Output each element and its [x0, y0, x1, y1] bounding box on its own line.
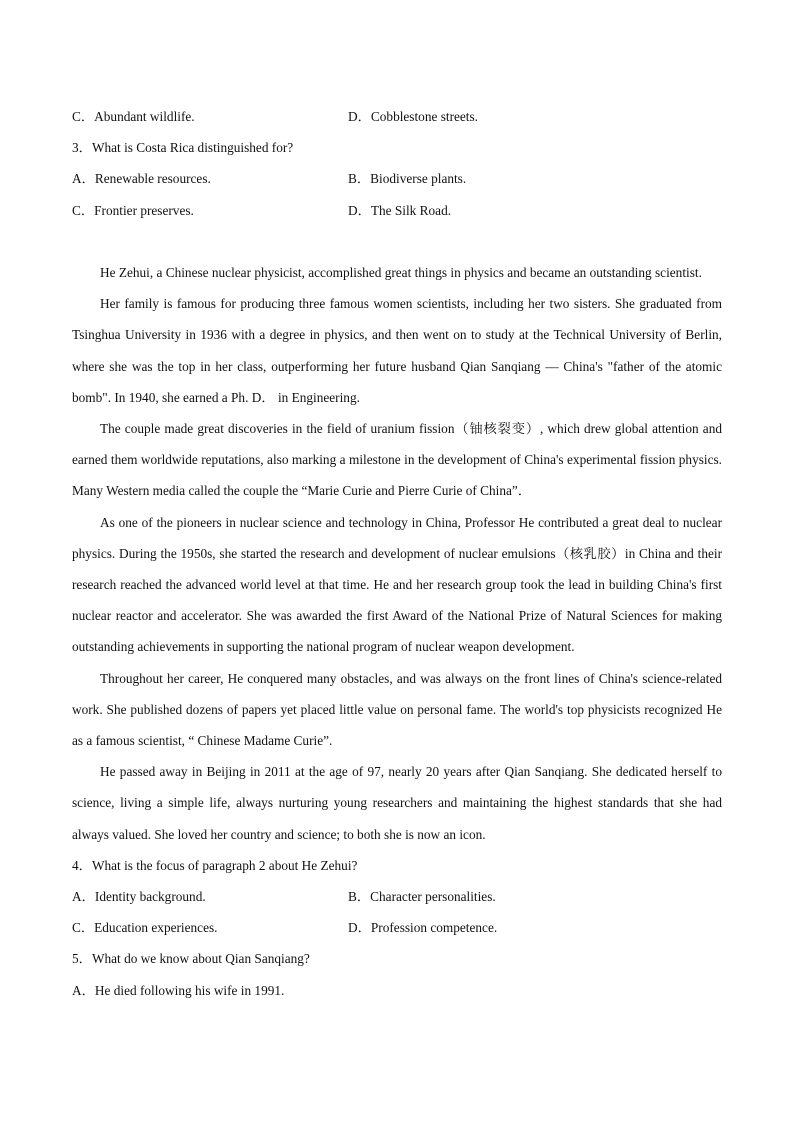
option-a[interactable]: A．Identity background. — [72, 888, 206, 904]
passage-paragraph-1: He Zehui, a Chinese nuclear physicist, accomplished great things in physics and became an outstanding scientist. — [100, 264, 702, 280]
question-5-option-a-row — [72, 975, 722, 1006]
passage-paragraph-2: Her family is famous for producing three famous women scientists, including her two sisters. She graduated from Tsinghua University in 1936 with a degree in physics, and then went on to study at the Technical University of Berlin, where she was the top in her class, outperforming her future husband Qian Sanqiang — China's "father of the atomic bomb". In 1940, she earned a Ph. D． in Engineering. — [72, 296, 722, 405]
question-2-options-cd — [72, 101, 722, 132]
passage-paragraph-5: Throughout her career, He conquered many obstacles, and was always on the front lines of China's science-related work. She published dozens of papers yet placed little value on personal fame. The world's top physicists recognized He as a famous scientist, “ Chinese Madame Curie”. — [72, 670, 722, 748]
option-b[interactable]: B．Biodiverse plants. — [348, 171, 467, 187]
option-a[interactable]: A．He died following his wife in 1991. — [72, 982, 285, 998]
option-c[interactable]: C．Frontier preserves. — [72, 202, 194, 218]
question-4-options-ab — [72, 881, 722, 912]
question-3-stem: 3．What is Costa Rica distinguished for? — [72, 140, 294, 156]
option-d[interactable]: D．Profession competence. — [348, 920, 498, 936]
option-b[interactable]: B．Character personalities. — [348, 888, 496, 904]
option-a[interactable]: A．Renewable resources. — [72, 171, 211, 187]
question-5-stem: 5．What do we know about Qian Sanqiang? — [72, 951, 310, 967]
option-d[interactable]: D．Cobblestone streets. — [348, 109, 478, 124]
exam-page — [72, 101, 722, 1006]
question-4-options-cd — [72, 912, 722, 943]
passage-paragraph-6: He passed away in Beijing in 2011 at the age of 97, nearly 20 years after Qian Sanqiang. She dedicated herself to science, living a simple life, always nurturing young researchers and maintaining the highest standards that she had always valued. She loved her country and science; to both she is now an icon. — [72, 764, 722, 842]
option-d[interactable]: D．The Silk Road. — [348, 202, 452, 218]
question-4-stem: 4．What is the focus of paragraph 2 about He Zehui? — [72, 857, 358, 873]
question-3-options-ab — [72, 163, 722, 194]
question-3-options-cd — [72, 195, 722, 226]
passage-paragraph-4: As one of the pioneers in nuclear science and technology in China, Professor He contributed a great deal to nuclear physics. During the 1950s, she started the research and development of nuclear emulsions（核乳胶）in China and their research reached the advanced world level at that time. He and her research group took the lead in building China's first nuclear reactor and accelerator. She was awarded the first Award of the National Prize of Natural Sciences for making outstanding achievements in supporting the national program of nuclear weapon development. — [72, 514, 722, 655]
section-spacer — [72, 226, 722, 257]
option-c[interactable]: C．Education experiences. — [72, 920, 218, 936]
option-c[interactable]: C．Abundant wildlife. — [72, 109, 195, 124]
reading-passage — [72, 257, 722, 850]
passage-paragraph-3: The couple made great discoveries in the field of uranium fission（铀核裂变）, which drew global attention and earned them worldwide reputations, also marking a milestone in the development of China's experimental fission physics. Many Western media called the couple the “Marie Curie and Pierre Curie of China”． — [72, 420, 722, 499]
